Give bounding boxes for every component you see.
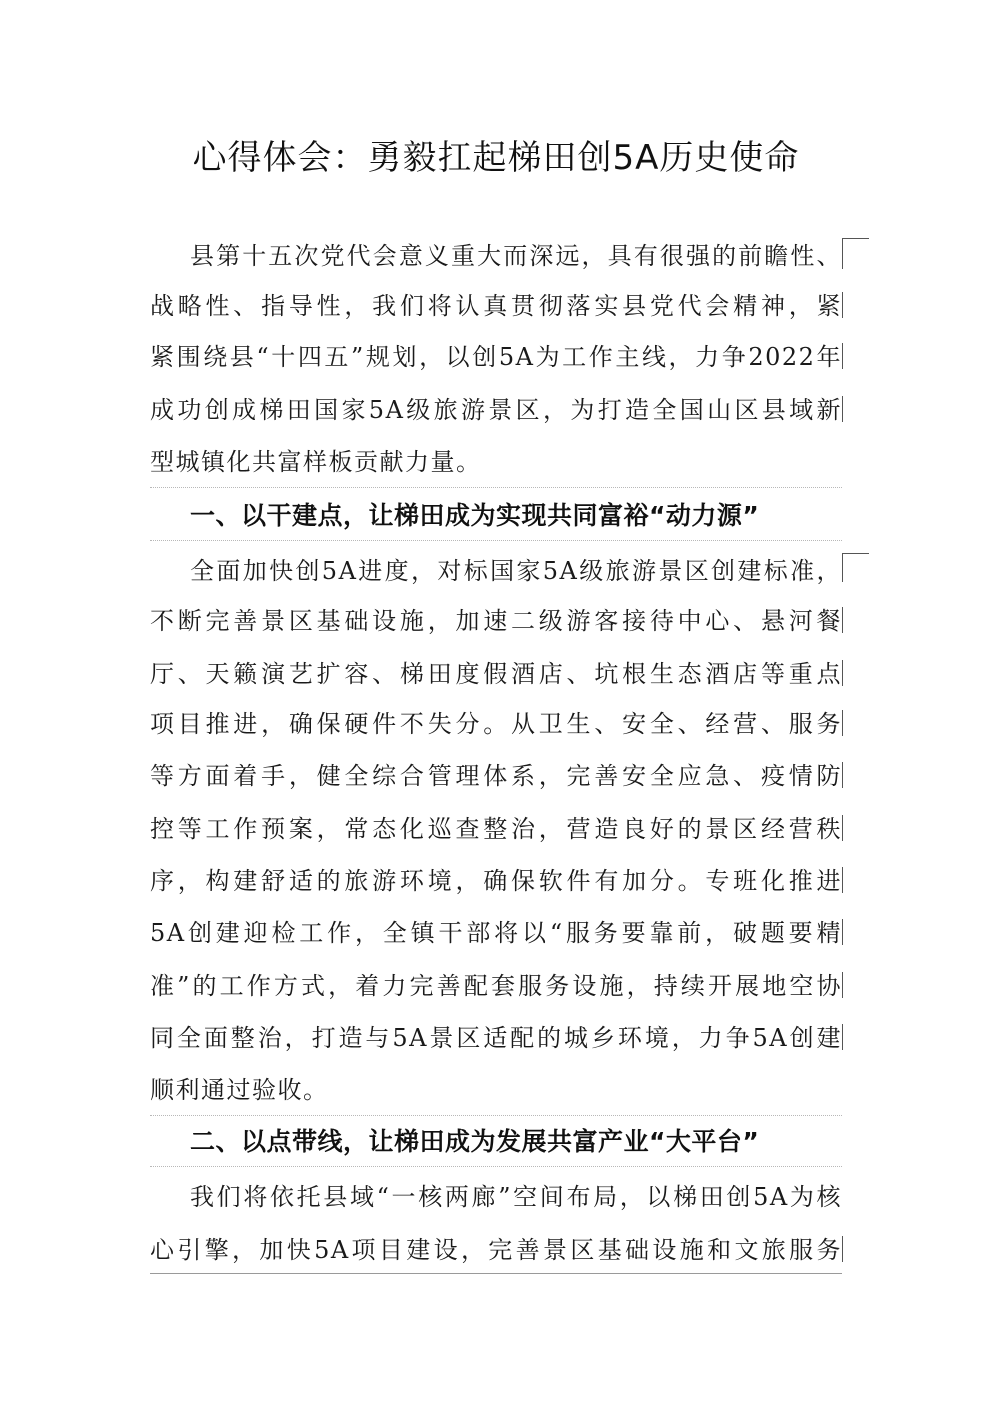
margin-mark (842, 292, 843, 318)
paragraph-2-line: 准”的工作方式，着力完善配套服务设施，持续开展地空协 (150, 972, 842, 1000)
paragraph-2-line: 不断完善景区基础设施，加速二级游客接待中心、悬河餐 (150, 607, 842, 635)
margin-mark (842, 867, 843, 893)
margin-mark (842, 1024, 843, 1050)
margin-mark (842, 919, 843, 945)
paragraph-1-line: 紧围绕县“十四五”规划，以创5A为工作主线，力争2022年 (150, 343, 842, 371)
margin-mark (842, 553, 869, 582)
paragraph-1-line: 县第十五次党代会意义重大而深远，具有很强的前瞻性、 (190, 242, 842, 270)
page-bottom-rule (150, 1273, 842, 1274)
margin-mark (842, 607, 843, 633)
paragraph-2-line: 等方面着手，健全综合管理体系，完善安全应急、疫情防 (150, 762, 842, 790)
margin-mark (842, 238, 869, 269)
paragraph-3-line: 心引擎，加快5A项目建设，完善景区基础设施和文旅服务 (150, 1236, 842, 1264)
paragraph-1-line: 战略性、指导性，我们将认真贯彻落实县党代会精神，紧 (150, 292, 842, 320)
paragraph-2-line: 顺利通过验收。 (150, 1076, 329, 1104)
paragraph-divider (150, 1166, 842, 1167)
paragraph-2-line: 控等工作预案，常态化巡查整治，营造良好的景区经营秩 (150, 815, 842, 843)
paragraph-divider (150, 540, 842, 541)
paragraph-3-line: 我们将依托县域“一核两廊”空间布局，以梯田创5A为核 (190, 1183, 842, 1211)
paragraph-1-line: 型城镇化共富样板贡献力量。 (150, 448, 482, 476)
paragraph-2-line: 全面加快创5A进度，对标国家5A级旅游景区创建标准， (190, 557, 842, 585)
margin-mark (842, 343, 843, 369)
margin-mark (842, 660, 843, 686)
document-title: 心得体会：勇毅扛起梯田创5A历史使命 (192, 138, 800, 178)
section-heading-2: 二、以点带线，让梯田成为发展共富产业“大平台” (190, 1127, 760, 1156)
paragraph-2-line: 5A创建迎检工作，全镇干部将以“服务要靠前，破题要精 (150, 919, 842, 947)
paragraph-divider (150, 487, 842, 488)
margin-mark (842, 396, 843, 422)
paragraph-divider (150, 1115, 842, 1116)
margin-mark (842, 710, 843, 736)
margin-mark (842, 972, 843, 998)
paragraph-1-line: 成功创成梯田国家5A级旅游景区，为打造全国山区县域新 (150, 396, 842, 424)
paragraph-2-line: 厅、天籁演艺扩容、梯田度假酒店、坑根生态酒店等重点 (150, 660, 842, 688)
paragraph-2-line: 同全面整治，打造与5A景区适配的城乡环境，力争5A创建 (150, 1024, 842, 1052)
section-heading-1: 一、以干建点，让梯田成为实现共同富裕“动力源” (190, 501, 760, 530)
paragraph-2-line: 项目推进，确保硬件不失分。从卫生、安全、经营、服务 (150, 710, 842, 738)
paragraph-2-line: 序，构建舒适的旅游环境，确保软件有加分。专班化推进 (150, 867, 842, 895)
margin-mark (842, 1236, 843, 1262)
margin-mark (842, 762, 843, 788)
margin-mark (842, 815, 843, 841)
